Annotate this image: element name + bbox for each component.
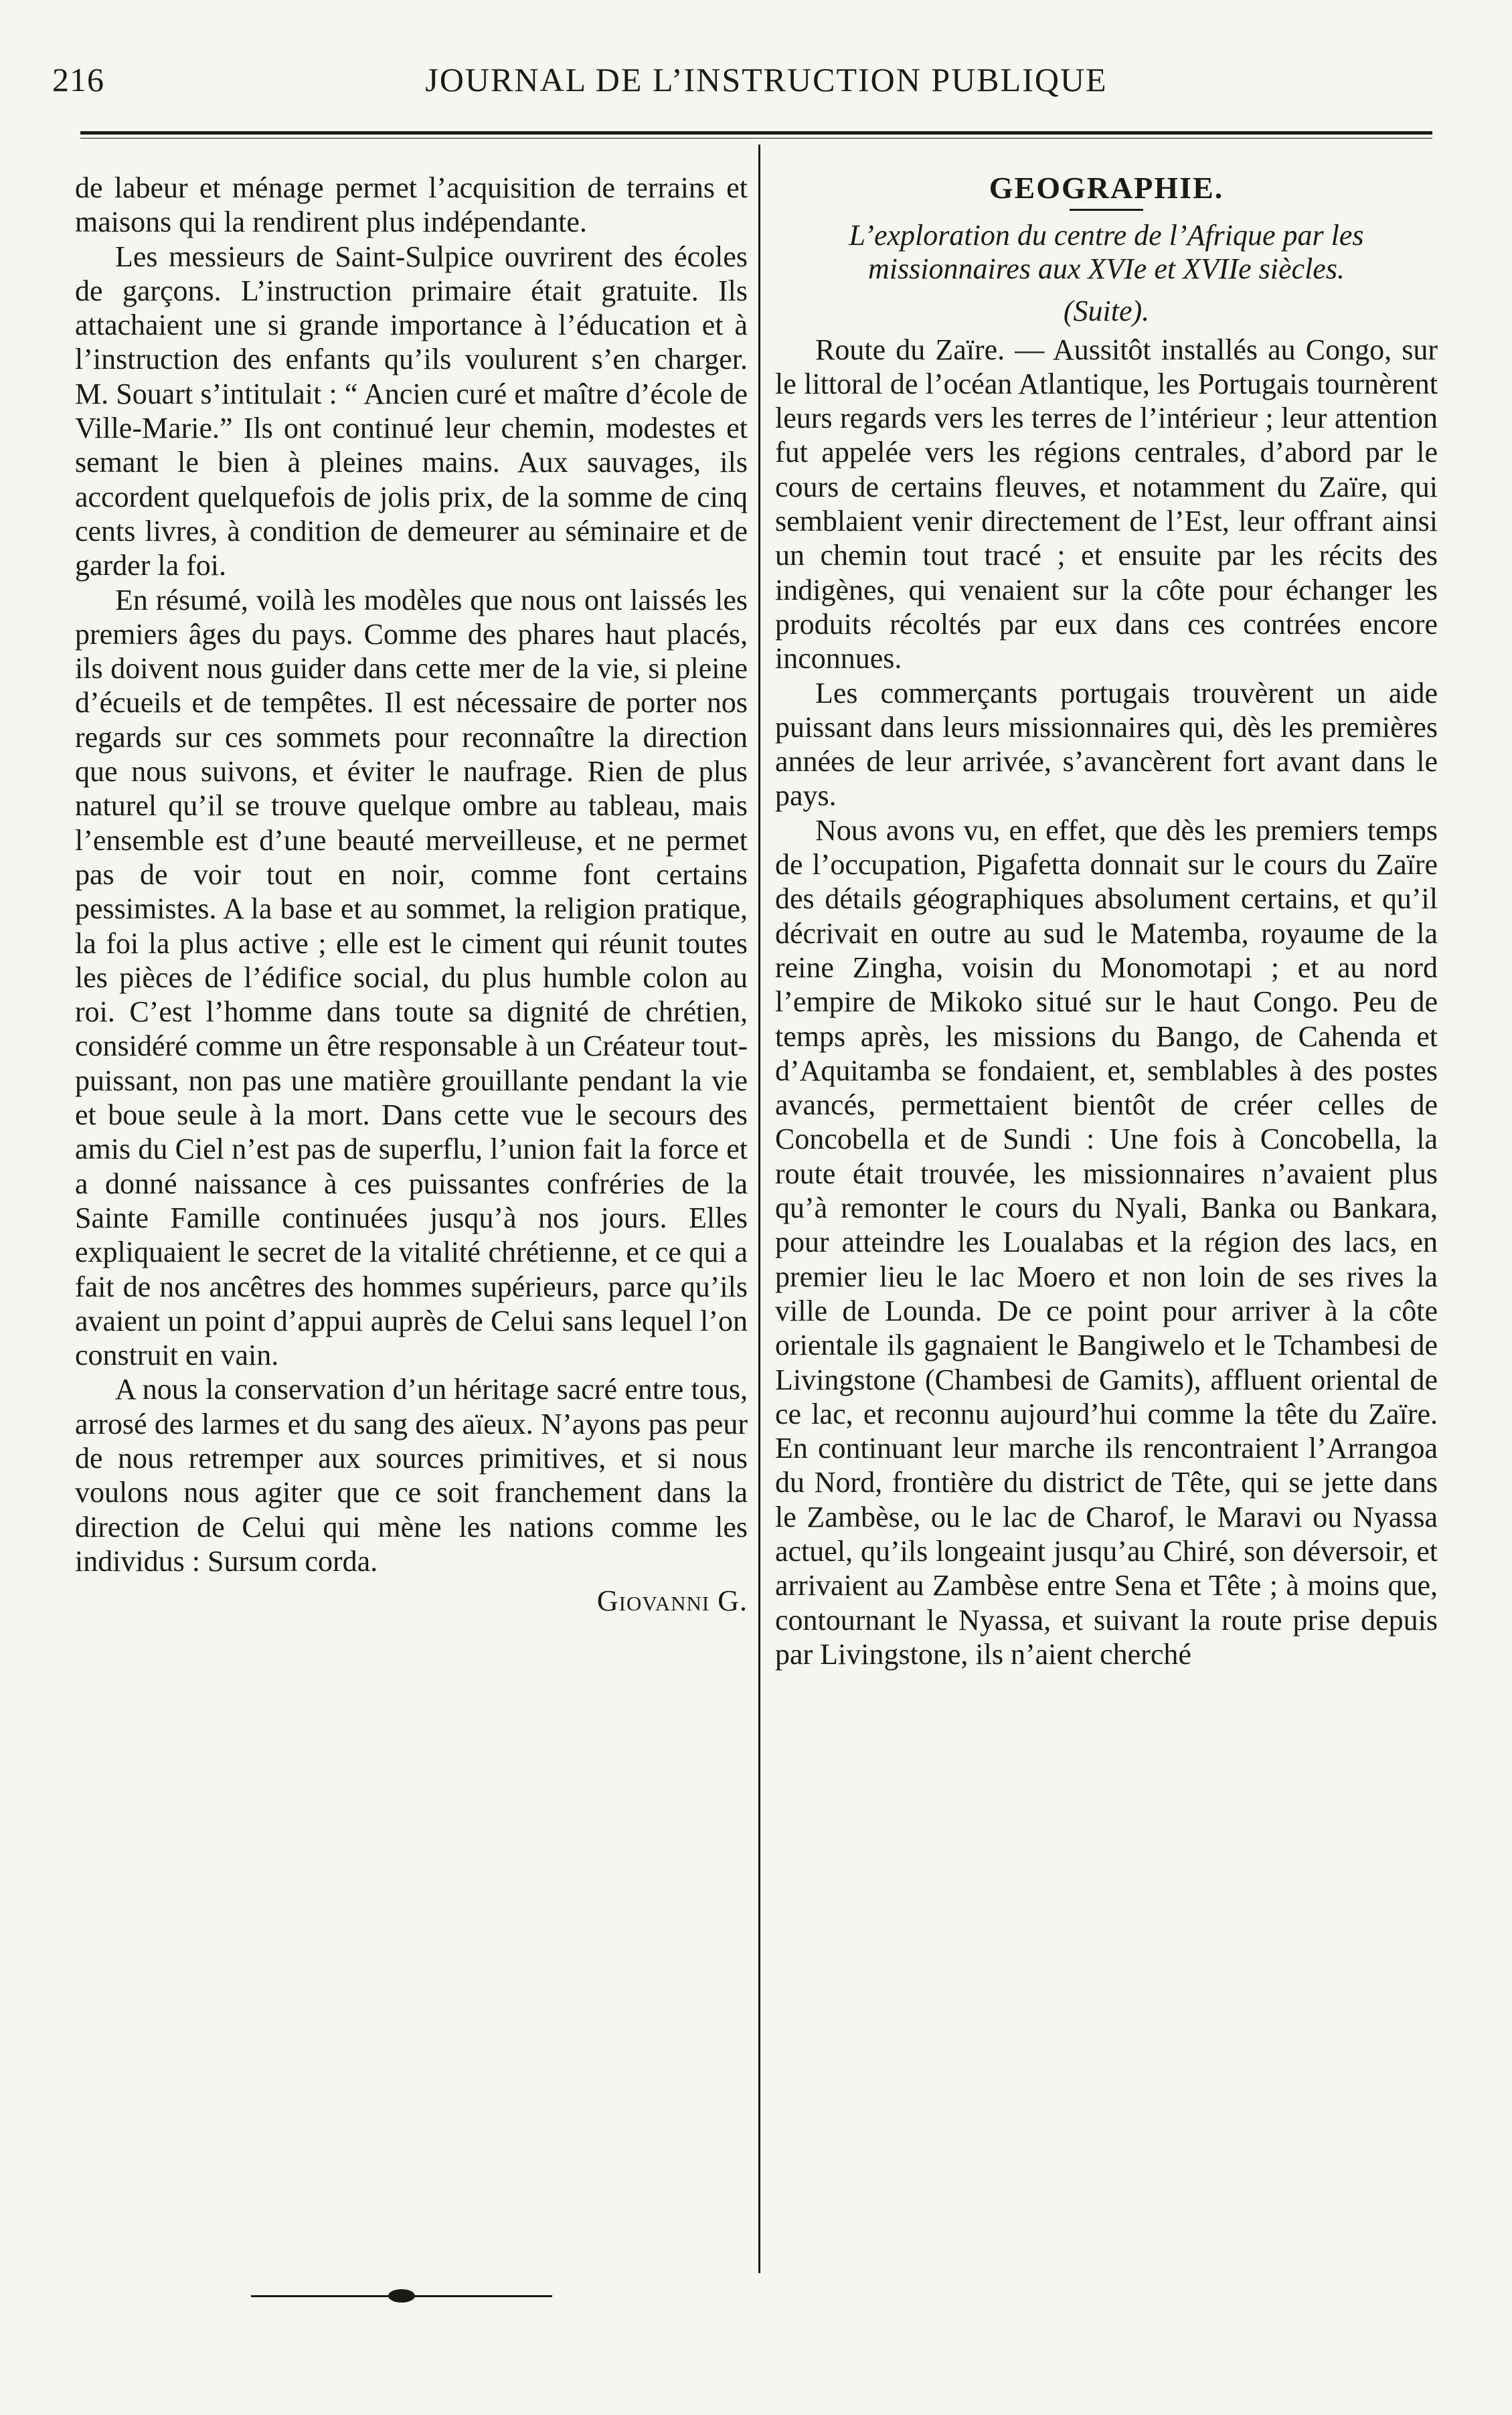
left-paragraph-1: de labeur et ménage permet l’acquisition de terrains et maisons qui la rendirent plus indépendante. [75, 171, 748, 239]
running-title: JOURNAL DE L’INSTRUCTION PUBLIQUE [425, 61, 1108, 98]
page-header [0, 60, 1512, 107]
left-column [75, 171, 748, 1618]
page-number: 216 [52, 61, 104, 98]
right-column [775, 171, 1438, 1671]
right-paragraph-1: Route du Zaïre. — Aussitôt installés au Congo, sur le littoral de l’océan Atlantique, les Portugais tournèrent leurs regards vers les terres de l’intérieur ; leur attention fut appelée vers les régions centrales, d’abord par le cours de certains fleuves, et notamment du Zaïre, qui semblaient venir directement de l’Est, leur offrant ainsi un chemin tout tracé ; et ensuite par les récits des indigènes, qui venaient sur la côte pour échanger les produits récoltés par eux dans ces contrées encore inconnues. [775, 333, 1438, 675]
article-subtitle: L’exploration du centre de l’Afrique par les missionnaires aux XVIe et XVIIe siècles. [849, 219, 1364, 286]
right-paragraph-2: Les commerçants portugais trouvèrent un aide puissant dans leurs missionnaires qui, dès les premières années de leur arrivée, s’avancèrent fort avant dans le pays. [775, 676, 1438, 813]
section-title: GEOGRAPHIE. [989, 171, 1224, 205]
left-paragraph-4: A nous la conservation d’un héritage sacré entre tous, arrosé des larmes et du sang des aïeux. N’ayons pas peur de nous retremper aux sources primitives, et si nous voulons nous agiter que ce soit franchement dans la direction de Celui qui mène les nations comme les individus : Sursum corda. [75, 1373, 748, 1578]
suite-label: (Suite). [1063, 295, 1150, 328]
column-divider [758, 145, 760, 2273]
left-paragraph-3: En résumé, voilà les modèles que nous ont laissés les premiers âges du pays. Comme des phares haut placés, ils doivent nous guider dans cette mer de la vie, si pleine d’écueils et de tempêtes. Il est nécessaire de porter nos regards sur ces sommets pour reconnaître la direction que nous suivons, et éviter le naufrage. Rien de plus naturel qu’il se trouve quelque ombre au tableau, mais l’ensemble est d’une beauté merveilleuse, et ne permet pas de voir tout en noir, comme font certains pessimistes. A la base et au sommet, la religion pratique, la foi la plus active ; elle est le ciment qui réunit toutes les pièces de l’édifice social, du plus humble colon au roi. C’est l’homme dans toute sa dignité de chrétien, considéré comme un être responsable à un Créateur tout-puissant, non pas une matière grouillante pendant la vie et boue seule à la mort. Dans cette vue le secours des amis du Ciel n’est pas de superflu, l’union fait la force et a donné naissance à ces puissantes confréries de la Sainte Famille continuées jusqu’à nos jours. Elles expliquaient le secret de la vitalité chrétienne, et ce qui a fait de nos ancêtres des hommes supérieurs, parce qu’ils avaient un point d’appui auprès de Celui sans lequel l’on construit en vain. [75, 583, 748, 1372]
author-signature: Giovanni G. [596, 1584, 748, 1618]
header-rule-thin [80, 138, 1432, 139]
left-paragraph-2: Les messieurs de Saint-Sulpice ouvrirent des écoles de garçons. L’instruction primaire était gratuite. Ils attachaient une si grande importance à l’éducation et à l’instruction des enfants qu’ils voulurent s’en charger. M. Souart s’intitulait : “ Ancien curé et maître d’école de Ville-Marie.” Ils ont continué leur chemin, modestes et semant le bien à pleines mains. Aux sauvages, ils accordent quelquefois de jolis prix, de la somme de cinq cents livres, à condition de demeurer au séminaire et de garder la foi. [75, 240, 748, 582]
end-ornament [251, 2289, 552, 2303]
title-rule [1070, 209, 1143, 211]
header-rule [80, 131, 1432, 135]
right-paragraph-3: Nous avons vu, en effet, que dès les premiers temps de l’occupation, Pigafetta donnait sur le cours du Zaïre des détails géographiques absolument certains, et qu’il décrivait en outre au sud le Matemba, royaume de la reine Zingha, voisin du Monomotapi ; et au nord l’empire de Mikoko situé sur le haut Congo. Peu de temps après, les missions du Bango, de Cahenda et d’Aquitamba se fondaient, et, semblables à des postes avancés, permettaient bientôt de créer celles de Concobella et de Sundi : Une fois à Concobella, la route était trouvée, les missionnaires n’avaient plus qu’à remonter le cours du Nyali, Banka ou Bankara, pour atteindre les Loualabas et la région des lacs, en premier lieu le lac Moero et non loin de ses rives la ville de Lounda. De ce point pour arriver à la côte orientale ils gagnaient le Bangiwelo et le Tchambesi de Livingstone (Chambesi de Gamits), affluent oriental de ce lac, et reconnu aujourd’hui comme la tête du Zaïre. En continuant leur marche ils rencontraient l’Arrangoa du Nord, frontière du district de Tête, qui se jette dans le Zambèse, ou le lac de Charof, le Maravi ou Nyassa actuel, qu’ils longeaint jusqu’au Chiré, son déversoir, et arrivaient au Zambèse entre Sena et Tête ; à moins que, contournant le Nyassa, et suivant la route prise depuis par Livingstone, ils n’aient cherché [775, 813, 1438, 1671]
